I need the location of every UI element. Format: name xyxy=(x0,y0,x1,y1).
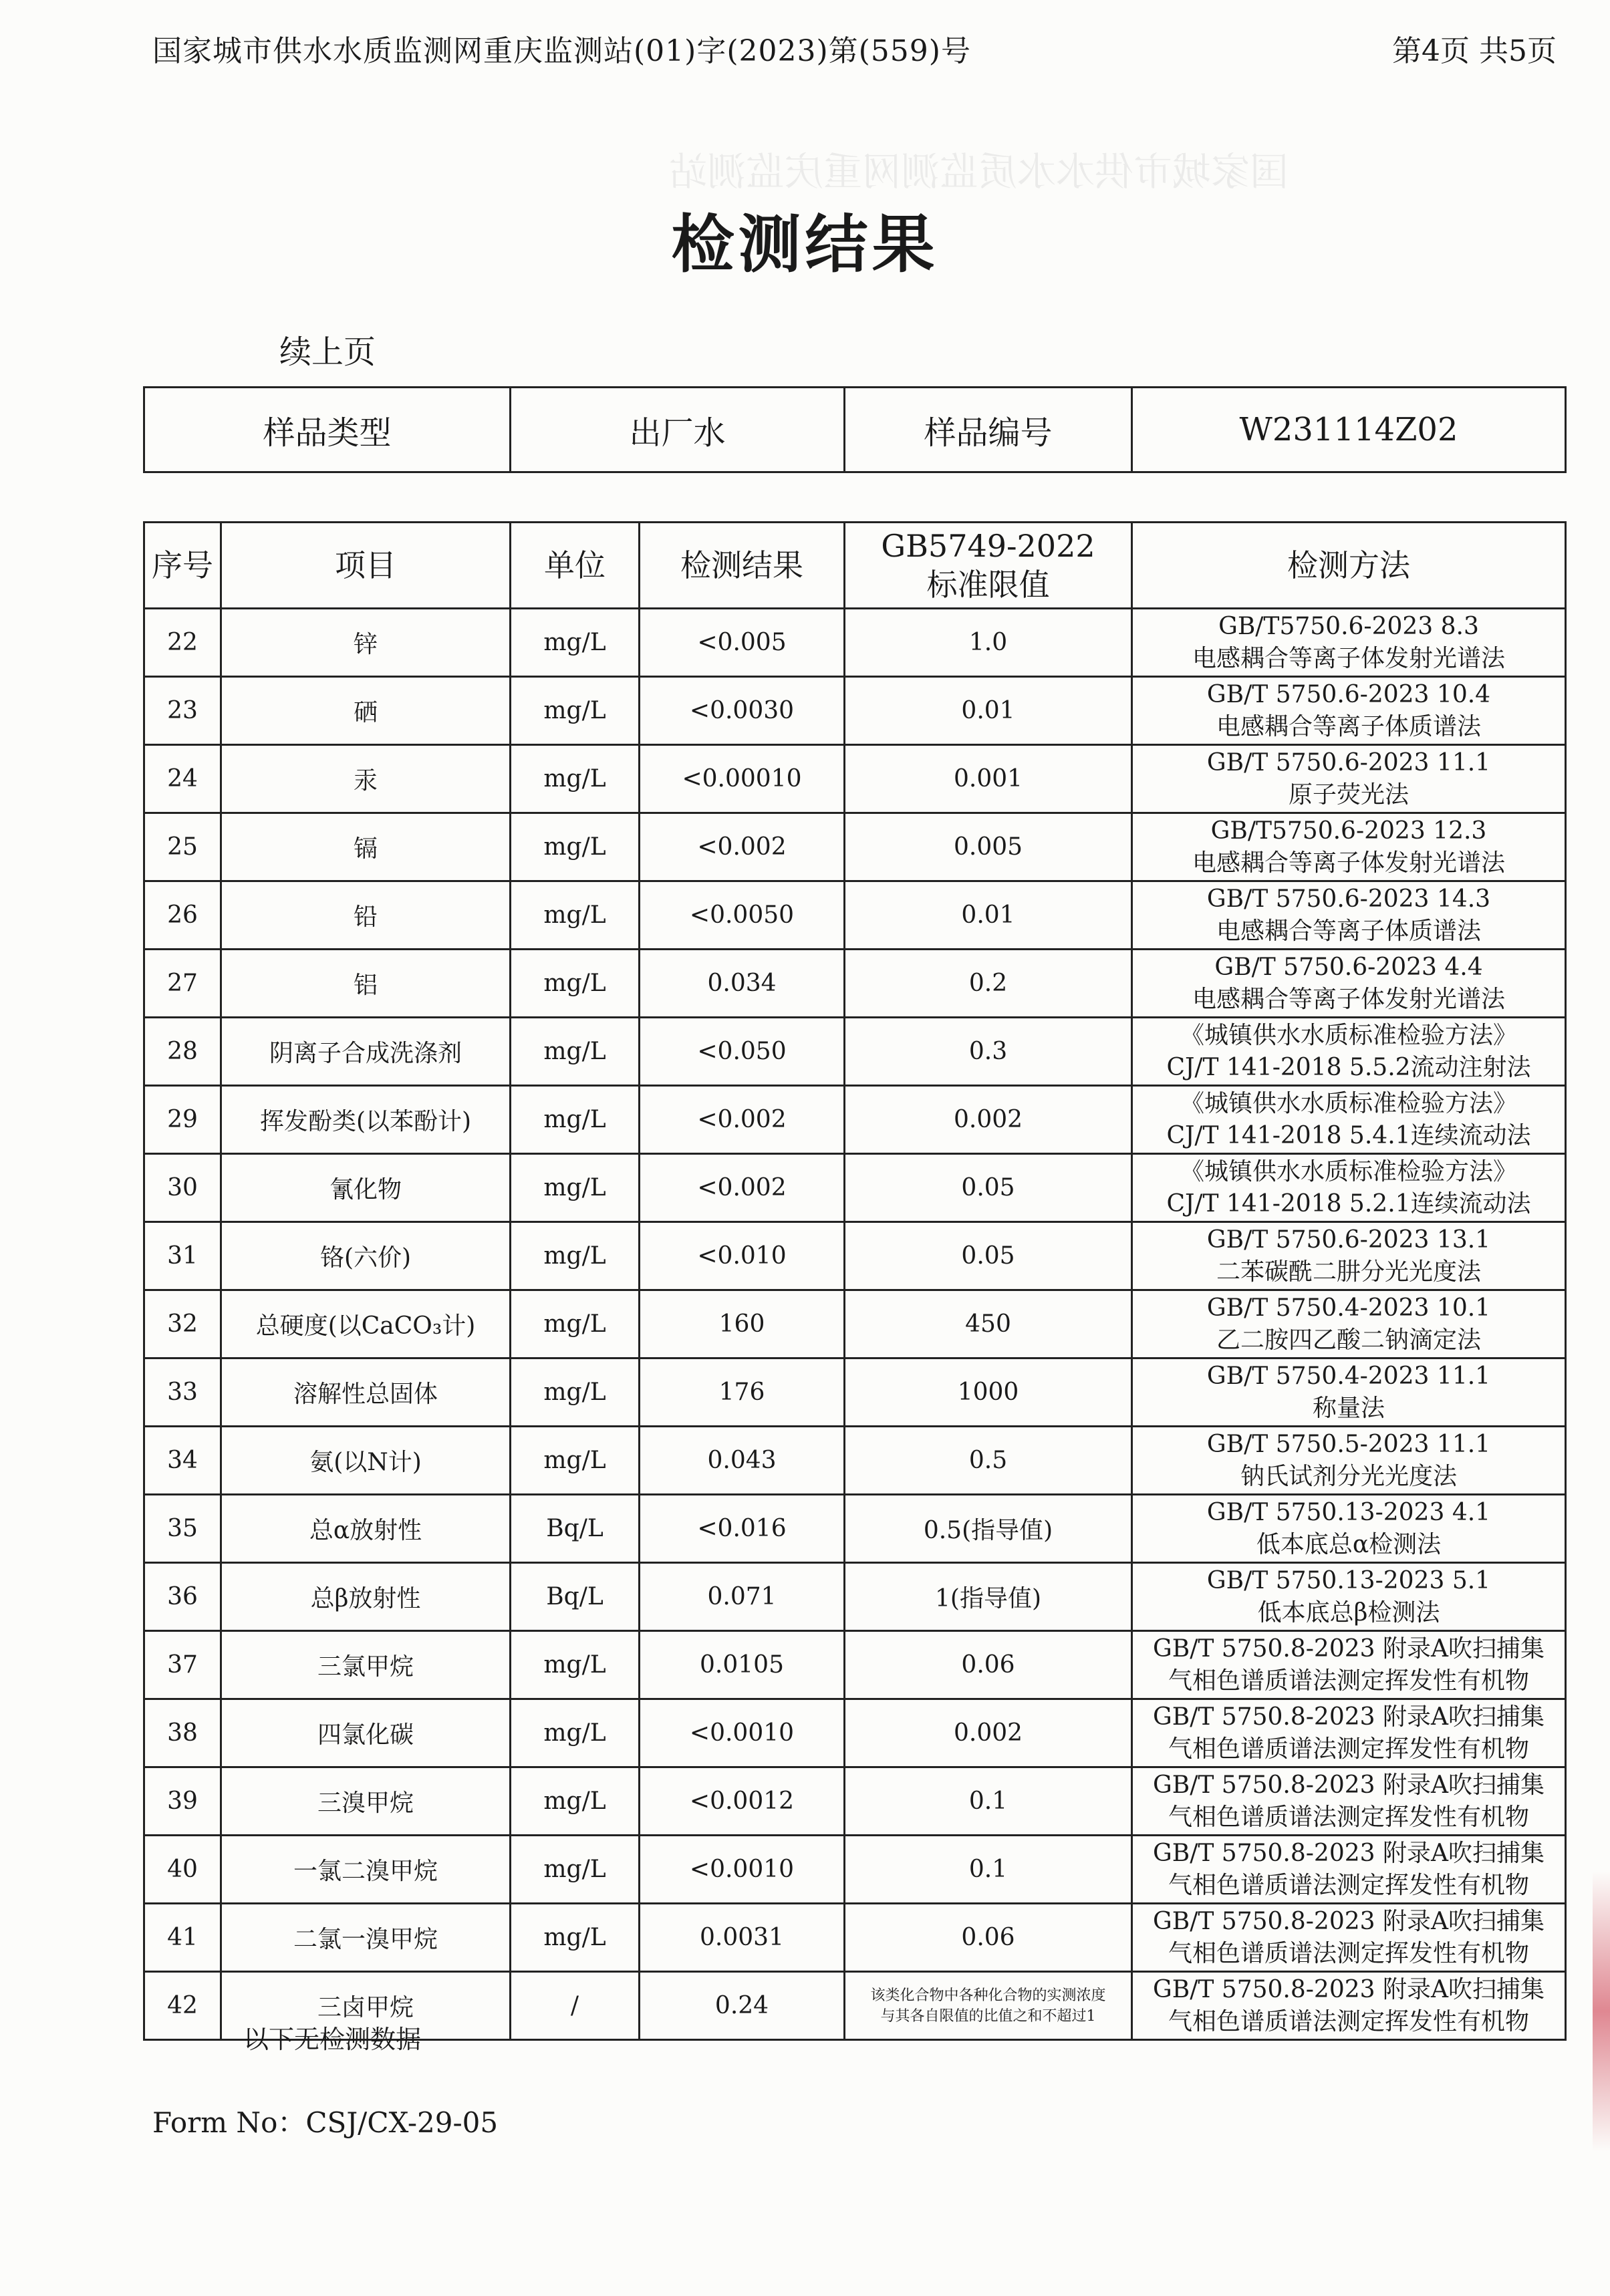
method-line2: CJ/T 141-2018 5.5.2流动注射法 xyxy=(1166,1053,1531,1081)
cell-unit: mg/L xyxy=(511,1018,640,1086)
cell-result: <0.00010 xyxy=(640,745,845,813)
method-line1: GB/T 5750.8-2023 附录A吹扫捕集 xyxy=(1153,1907,1545,1935)
method-line1: GB/T 5750.5-2023 11.1 xyxy=(1206,1430,1491,1458)
red-stamp-edge xyxy=(1593,1871,1610,2152)
method-line1: GB/T 5750.4-2023 10.1 xyxy=(1206,1294,1491,1322)
cell-no: 41 xyxy=(144,1904,221,1972)
method-line1: 《城镇供水水质标准检验方法》 xyxy=(1180,1089,1517,1117)
cell-method xyxy=(1132,950,1566,1018)
table-row xyxy=(144,950,1566,1018)
results-header-row xyxy=(144,523,1566,609)
cell-result: <0.002 xyxy=(640,1086,845,1154)
method-line1: GB/T 5750.8-2023 附录A吹扫捕集 xyxy=(1153,1634,1545,1663)
method-line2: 电感耦合等离子体发射光谱法 xyxy=(1192,985,1505,1013)
cell-unit: mg/L xyxy=(511,1631,640,1699)
col-header-item: 项目 xyxy=(221,523,511,609)
cell-no: 33 xyxy=(144,1358,221,1427)
cell-unit: Bq/L xyxy=(511,1563,640,1631)
table-row xyxy=(144,1427,1566,1495)
cell-unit: mg/L xyxy=(511,1836,640,1904)
bleed-through-text: 国家城市供水水质监测网重庆监测站 xyxy=(668,149,1289,194)
limit-header-line2: 标准限值 xyxy=(926,567,1050,603)
cell-method xyxy=(1132,1154,1566,1222)
cell-no: 26 xyxy=(144,881,221,950)
method-line2: CJ/T 141-2018 5.4.1连续流动法 xyxy=(1166,1121,1531,1149)
cell-no: 31 xyxy=(144,1222,221,1290)
cell-item: 总硬度(以CaCO₃计) xyxy=(221,1290,511,1358)
table-row xyxy=(144,881,1566,950)
cell-limit: 0.5 xyxy=(845,1427,1132,1495)
cell-no: 42 xyxy=(144,1972,221,2040)
cell-method xyxy=(1132,1904,1566,1972)
method-line1: 《城镇供水水质标准检验方法》 xyxy=(1180,1157,1517,1185)
cell-result: <0.010 xyxy=(640,1222,845,1290)
cell-limit: 0.06 xyxy=(845,1631,1132,1699)
cell-method xyxy=(1132,1972,1566,2040)
cell-result: <0.0010 xyxy=(640,1699,845,1767)
method-line2: 电感耦合等离子体发射光谱法 xyxy=(1192,644,1505,672)
cell-no: 24 xyxy=(144,745,221,813)
page-indicator: 第4页 共5页 xyxy=(1392,34,1557,68)
limit-header-line1: GB5749-2022 xyxy=(881,528,1095,564)
cell-unit: mg/L xyxy=(511,881,640,950)
cell-limit: 0.01 xyxy=(845,677,1132,745)
cell-method xyxy=(1132,677,1566,745)
method-line1: GB/T 5750.6-2023 13.1 xyxy=(1206,1226,1491,1254)
cell-unit: mg/L xyxy=(511,950,640,1018)
cell-no: 35 xyxy=(144,1495,221,1563)
table-row xyxy=(144,1290,1566,1358)
cell-limit: 0.05 xyxy=(845,1154,1132,1222)
table-row xyxy=(144,813,1566,881)
cell-result: <0.0030 xyxy=(640,677,845,745)
cell-item: 铝 xyxy=(221,950,511,1018)
cell-result: <0.0050 xyxy=(640,881,845,950)
method-line2: 二苯碳酰二肼分光光度法 xyxy=(1216,1258,1481,1286)
method-line1: GB/T 5750.6-2023 14.3 xyxy=(1206,885,1491,913)
cell-no: 37 xyxy=(144,1631,221,1699)
method-line1: GB/T 5750.6-2023 4.4 xyxy=(1214,953,1483,981)
results-body xyxy=(144,609,1566,1972)
cell-unit: mg/L xyxy=(511,1086,640,1154)
cell-no: 28 xyxy=(144,1018,221,1086)
cell-unit: mg/L xyxy=(511,1699,640,1767)
cell-no: 39 xyxy=(144,1767,221,1836)
method-line2: 乙二胺四乙酸二钠滴定法 xyxy=(1216,1326,1481,1354)
cell-item: 汞 xyxy=(221,745,511,813)
cell-item: 三氯甲烷 xyxy=(221,1631,511,1699)
method-line1: GB/T 5750.13-2023 5.1 xyxy=(1206,1566,1491,1594)
cell-unit: mg/L xyxy=(511,745,640,813)
method-line2: 气相色谱质谱法测定挥发性有机物 xyxy=(1168,1803,1529,1831)
cell-result: <0.0010 xyxy=(640,1836,845,1904)
cell-item: 三卤甲烷 xyxy=(221,1972,511,2040)
table-row xyxy=(144,1904,1566,1972)
method-line1: GB/T 5750.8-2023 附录A吹扫捕集 xyxy=(1153,1839,1545,1867)
method-line2: 电感耦合等离子体质谱法 xyxy=(1216,712,1481,740)
method-line2: CJ/T 141-2018 5.2.1连续流动法 xyxy=(1166,1189,1531,1217)
method-line2: 气相色谱质谱法测定挥发性有机物 xyxy=(1168,2007,1529,2035)
cell-no: 25 xyxy=(144,813,221,881)
cell-method xyxy=(1132,1495,1566,1563)
cell-item: 总β放射性 xyxy=(221,1563,511,1631)
sample-type-value: 出厂水 xyxy=(511,388,845,472)
cell-result: 176 xyxy=(640,1358,845,1427)
cell-limit: 1000 xyxy=(845,1358,1132,1427)
method-line1: GB/T 5750.8-2023 附录A吹扫捕集 xyxy=(1153,1771,1545,1799)
cell-limit: 0.06 xyxy=(845,1904,1132,1972)
cell-limit: 0.01 xyxy=(845,881,1132,950)
cell-item: 总α放射性 xyxy=(221,1495,511,1563)
cell-item: 阴离子合成洗涤剂 xyxy=(221,1018,511,1086)
method-line2: 气相色谱质谱法测定挥发性有机物 xyxy=(1168,1667,1529,1695)
sample-id-label: 样品编号 xyxy=(845,388,1132,472)
cell-unit: mg/L xyxy=(511,677,640,745)
table-row xyxy=(144,745,1566,813)
table-row xyxy=(144,609,1566,677)
table-row xyxy=(144,677,1566,745)
method-line1: GB/T 5750.8-2023 附录A吹扫捕集 xyxy=(1153,1703,1545,1731)
cell-no: 30 xyxy=(144,1154,221,1222)
method-line1: GB/T5750.6-2023 12.3 xyxy=(1210,817,1487,845)
cell-method xyxy=(1132,881,1566,950)
cell-no: 36 xyxy=(144,1563,221,1631)
cell-method xyxy=(1132,1358,1566,1427)
cell-limit: 0.05 xyxy=(845,1222,1132,1290)
cell-result: 0.24 xyxy=(640,1972,845,2040)
cell-method xyxy=(1132,813,1566,881)
col-header-seq: 序号 xyxy=(144,523,221,609)
table-row xyxy=(144,1018,1566,1086)
cell-result: 0.043 xyxy=(640,1427,845,1495)
cell-result: <0.016 xyxy=(640,1495,845,1563)
table-row xyxy=(144,1699,1566,1767)
cell-result: 0.0105 xyxy=(640,1631,845,1699)
cell-no: 34 xyxy=(144,1427,221,1495)
cell-result: <0.002 xyxy=(640,1154,845,1222)
cell-result: 0.071 xyxy=(640,1563,845,1631)
col-header-limit xyxy=(845,523,1132,609)
cell-unit: mg/L xyxy=(511,609,640,677)
cell-result: 0.034 xyxy=(640,950,845,1018)
cell-item: 铬(六价) xyxy=(221,1222,511,1290)
report-number: 国家城市供水水质监测网重庆监测站(01)字(2023)第(559)号 xyxy=(152,34,971,68)
results-table xyxy=(143,521,1567,2041)
page-title: 检测结果 xyxy=(671,208,939,281)
cell-no: 40 xyxy=(144,1836,221,1904)
method-line1: 《城镇供水水质标准检验方法》 xyxy=(1180,1021,1517,1049)
cell-limit-note xyxy=(845,1972,1132,2040)
cell-item: 三溴甲烷 xyxy=(221,1767,511,1836)
method-line2: 气相色谱质谱法测定挥发性有机物 xyxy=(1168,1939,1529,1967)
cell-limit: 0.5(指导值) xyxy=(845,1495,1132,1563)
cell-item: 氰化物 xyxy=(221,1154,511,1222)
cell-item: 铅 xyxy=(221,881,511,950)
cell-no: 23 xyxy=(144,677,221,745)
col-header-method: 检测方法 xyxy=(1132,523,1566,609)
method-line1: GB/T 5750.6-2023 11.1 xyxy=(1206,748,1491,776)
col-header-result: 检测结果 xyxy=(640,523,845,609)
table-row xyxy=(144,1154,1566,1222)
sample-id-value: W231114Z02 xyxy=(1132,388,1566,472)
cell-unit: mg/L xyxy=(511,1358,640,1427)
method-line2: 电感耦合等离子体质谱法 xyxy=(1216,917,1481,945)
cell-method xyxy=(1132,1767,1566,1836)
limit-note-line2: 与其各自限值的比值之和不超过1 xyxy=(880,2007,1096,2025)
cell-method xyxy=(1132,1631,1566,1699)
table-row xyxy=(144,1495,1566,1563)
cell-item: 一氯二溴甲烷 xyxy=(221,1836,511,1904)
cell-method xyxy=(1132,1222,1566,1290)
method-line2: 气相色谱质谱法测定挥发性有机物 xyxy=(1168,1871,1529,1899)
method-line1: GB/T 5750.13-2023 4.1 xyxy=(1206,1498,1491,1526)
limit-note-line1: 该类化合物中各种化合物的实测浓度 xyxy=(870,1987,1106,2004)
cell-unit: mg/L xyxy=(511,1154,640,1222)
cell-method xyxy=(1132,1427,1566,1495)
table-row xyxy=(144,1358,1566,1427)
table-row xyxy=(144,1631,1566,1699)
cell-limit: 0.001 xyxy=(845,745,1132,813)
cell-unit: / xyxy=(511,1972,640,2040)
no-more-data-note: 以下无检测数据 xyxy=(243,2025,422,2054)
cell-result: 160 xyxy=(640,1290,845,1358)
cell-limit: 1.0 xyxy=(845,609,1132,677)
cell-limit: 1(指导值) xyxy=(845,1563,1132,1631)
method-line1: GB/T 5750.6-2023 10.4 xyxy=(1206,680,1491,708)
table-row xyxy=(144,1767,1566,1836)
cell-limit: 0.2 xyxy=(845,950,1132,1018)
cell-unit: mg/L xyxy=(511,1222,640,1290)
cell-unit: mg/L xyxy=(511,813,640,881)
cell-limit: 450 xyxy=(845,1290,1132,1358)
cell-unit: mg/L xyxy=(511,1427,640,1495)
cell-no: 22 xyxy=(144,609,221,677)
cell-method xyxy=(1132,1563,1566,1631)
cell-limit: 0.1 xyxy=(845,1836,1132,1904)
cell-item: 二氯一溴甲烷 xyxy=(221,1904,511,1972)
cell-unit: mg/L xyxy=(511,1904,640,1972)
method-line1: GB/T5750.6-2023 8.3 xyxy=(1218,612,1479,640)
cell-unit: mg/L xyxy=(511,1767,640,1836)
cell-method xyxy=(1132,1018,1566,1086)
method-line2: 原子荧光法 xyxy=(1288,780,1409,809)
cell-item: 硒 xyxy=(221,677,511,745)
cell-item: 镉 xyxy=(221,813,511,881)
method-line1: GB/T 5750.8-2023 附录A吹扫捕集 xyxy=(1153,1975,1545,2003)
col-header-unit: 单位 xyxy=(511,523,640,609)
cell-method xyxy=(1132,1086,1566,1154)
table-row xyxy=(144,1563,1566,1631)
sample-type-label: 样品类型 xyxy=(144,388,511,472)
cell-method xyxy=(1132,609,1566,677)
cell-item: 溶解性总固体 xyxy=(221,1358,511,1427)
table-row xyxy=(144,1086,1566,1154)
cell-unit: mg/L xyxy=(511,1290,640,1358)
sample-info-table xyxy=(143,386,1567,473)
cell-no: 29 xyxy=(144,1086,221,1154)
method-line2: 电感耦合等离子体发射光谱法 xyxy=(1192,849,1505,877)
cell-item: 锌 xyxy=(221,609,511,677)
method-line2: 气相色谱质谱法测定挥发性有机物 xyxy=(1168,1735,1529,1763)
cell-method xyxy=(1132,1836,1566,1904)
cell-limit: 0.002 xyxy=(845,1086,1132,1154)
form-number: Form No：CSJ/CX-29-05 xyxy=(152,2106,499,2139)
cell-item: 氨(以N计) xyxy=(221,1427,511,1495)
cell-method xyxy=(1132,1699,1566,1767)
cell-method xyxy=(1132,745,1566,813)
cell-no: 32 xyxy=(144,1290,221,1358)
cell-result: <0.002 xyxy=(640,813,845,881)
cell-limit: 0.002 xyxy=(845,1699,1132,1767)
continued-label: 续上页 xyxy=(279,333,376,371)
cell-result: 0.0031 xyxy=(640,1904,845,1972)
cell-result: <0.050 xyxy=(640,1018,845,1086)
cell-no: 38 xyxy=(144,1699,221,1767)
cell-unit: Bq/L xyxy=(511,1495,640,1563)
cell-result: <0.005 xyxy=(640,609,845,677)
method-line2: 称量法 xyxy=(1312,1394,1385,1422)
cell-result: <0.0012 xyxy=(640,1767,845,1836)
method-line2: 低本底总α检测法 xyxy=(1256,1530,1442,1558)
cell-item: 挥发酚类(以苯酚计) xyxy=(221,1086,511,1154)
method-line2: 低本底总β检测法 xyxy=(1257,1598,1440,1626)
cell-no: 27 xyxy=(144,950,221,1018)
cell-limit: 0.1 xyxy=(845,1767,1132,1836)
method-line2: 钠氏试剂分光光度法 xyxy=(1240,1462,1457,1490)
cell-item: 四氯化碳 xyxy=(221,1699,511,1767)
cell-limit: 0.3 xyxy=(845,1018,1132,1086)
table-row xyxy=(144,1222,1566,1290)
cell-method xyxy=(1132,1290,1566,1358)
method-line1: GB/T 5750.4-2023 11.1 xyxy=(1206,1362,1491,1390)
table-row xyxy=(144,1836,1566,1904)
cell-limit: 0.005 xyxy=(845,813,1132,881)
